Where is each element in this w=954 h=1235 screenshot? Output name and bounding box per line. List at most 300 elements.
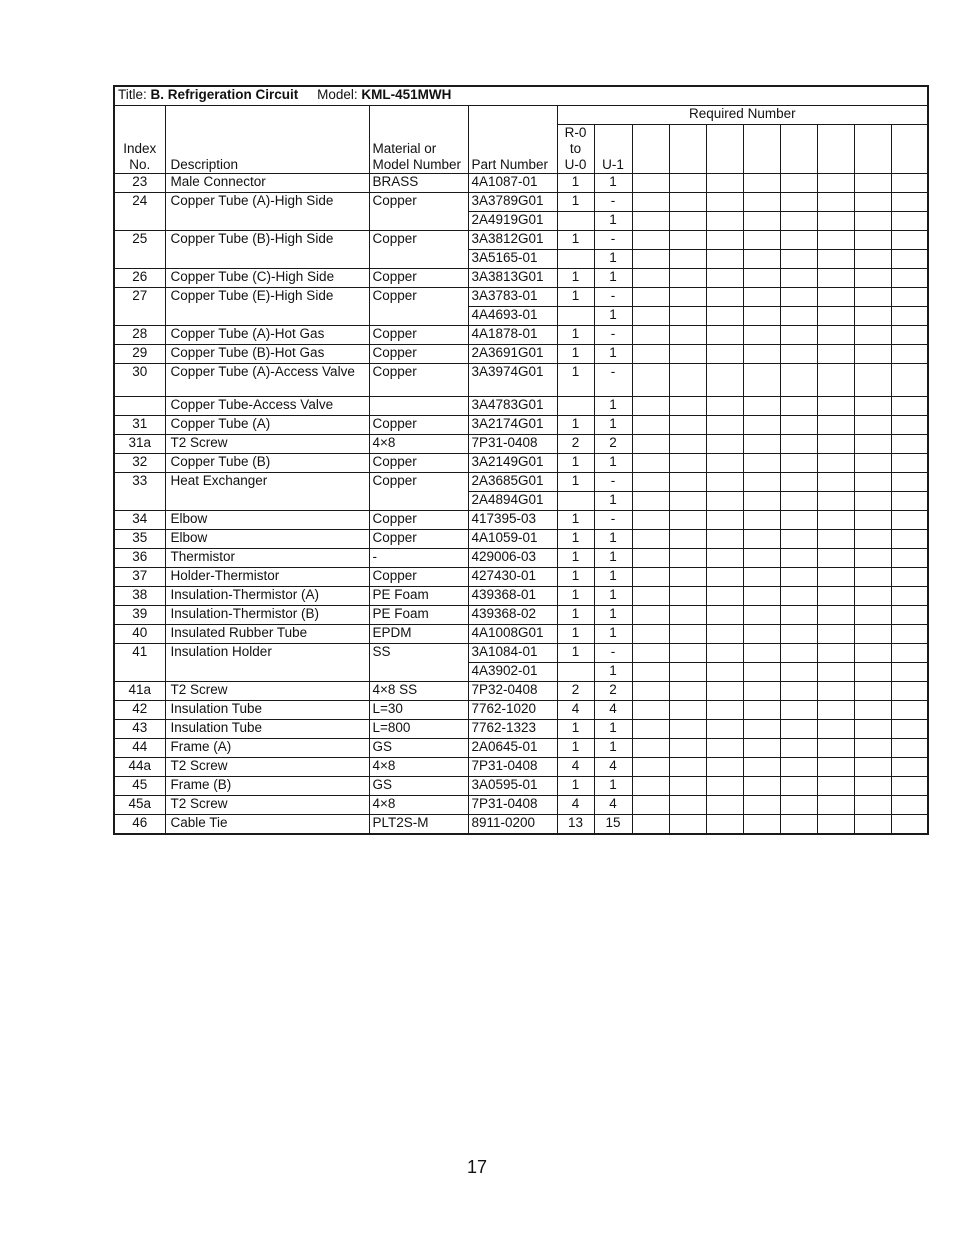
empty-cell	[854, 644, 891, 663]
empty-cell	[817, 174, 854, 193]
part-number-cell: 2A0645-01	[468, 739, 557, 758]
qty-u1-cell: -	[594, 511, 632, 530]
empty-cell	[817, 231, 854, 250]
empty-cell	[854, 364, 891, 397]
empty-cell	[632, 663, 669, 682]
empty-cell	[780, 720, 817, 739]
empty-cell	[743, 492, 780, 511]
empty-cell	[780, 193, 817, 212]
qty-u1-cell: 1	[594, 777, 632, 796]
header-empty	[891, 125, 928, 174]
empty-cell	[780, 326, 817, 345]
qty-r0-u0-cell: 1	[557, 345, 594, 364]
empty-cell	[743, 644, 780, 663]
empty-cell	[669, 568, 706, 587]
description-cell: Frame (A)	[165, 739, 369, 758]
qty-u1-cell: 1	[594, 397, 632, 416]
index-cell: 37	[114, 568, 165, 587]
material-cell: GS	[369, 739, 468, 758]
part-number-cell: 4A1059-01	[468, 530, 557, 549]
empty-cell	[854, 288, 891, 307]
empty-cell	[706, 174, 743, 193]
description-cell: Insulation-Thermistor (B)	[165, 606, 369, 625]
material-cell: Copper	[369, 530, 468, 549]
empty-cell	[817, 397, 854, 416]
empty-cell	[743, 758, 780, 777]
header-empty	[780, 125, 817, 174]
qty-r0-u0-cell: 1	[557, 416, 594, 435]
part-number-cell: 4A1878-01	[468, 326, 557, 345]
empty-cell	[632, 307, 669, 326]
empty-cell	[706, 606, 743, 625]
index-cell: 41a	[114, 682, 165, 701]
index-cell: 41	[114, 644, 165, 682]
table-row	[114, 269, 928, 288]
qty-u1-cell: 1	[594, 307, 632, 326]
description-cell: Copper Tube (C)-High Side	[165, 269, 369, 288]
index-cell: 38	[114, 587, 165, 606]
title-row	[114, 86, 928, 106]
empty-cell	[817, 796, 854, 815]
empty-cell	[891, 720, 928, 739]
empty-cell	[891, 212, 928, 231]
empty-cell	[854, 682, 891, 701]
index-cell: 32	[114, 454, 165, 473]
empty-cell	[706, 435, 743, 454]
empty-cell	[706, 663, 743, 682]
empty-cell	[743, 193, 780, 212]
table-title: Title: B. Refrigeration Circuit Model: KML-451MWH	[114, 86, 928, 106]
qty-u1-cell: -	[594, 473, 632, 492]
qty-u1-cell: 1	[594, 720, 632, 739]
empty-cell	[780, 345, 817, 364]
qty-r0-u0-cell: 1	[557, 511, 594, 530]
empty-cell	[891, 416, 928, 435]
part-number-cell: 3A3812G01	[468, 231, 557, 250]
empty-cell	[743, 701, 780, 720]
index-cell: 40	[114, 625, 165, 644]
material-cell: 4×8 SS	[369, 682, 468, 701]
qty-u1-cell: 1	[594, 568, 632, 587]
index-cell: 35	[114, 530, 165, 549]
description-cell: Holder-Thermistor	[165, 568, 369, 587]
empty-cell	[743, 663, 780, 682]
empty-cell	[669, 212, 706, 231]
index-cell: 42	[114, 701, 165, 720]
empty-cell	[780, 587, 817, 606]
table-row	[114, 473, 928, 492]
empty-cell	[743, 269, 780, 288]
qty-r0-u0-cell: 1	[557, 174, 594, 193]
empty-cell	[780, 530, 817, 549]
header-empty	[854, 125, 891, 174]
empty-cell	[632, 587, 669, 606]
empty-cell	[706, 530, 743, 549]
empty-cell	[632, 530, 669, 549]
empty-cell	[743, 720, 780, 739]
qty-r0-u0-cell: 1	[557, 288, 594, 307]
empty-cell	[891, 231, 928, 250]
empty-cell	[632, 473, 669, 492]
part-number-cell: 439368-01	[468, 587, 557, 606]
empty-cell	[854, 549, 891, 568]
empty-cell	[632, 606, 669, 625]
empty-cell	[891, 345, 928, 364]
table-row	[114, 193, 928, 212]
qty-u1-cell: 4	[594, 758, 632, 777]
material-cell: PE Foam	[369, 606, 468, 625]
empty-cell	[669, 435, 706, 454]
qty-u1-cell: 4	[594, 796, 632, 815]
empty-cell	[891, 663, 928, 682]
empty-cell	[780, 701, 817, 720]
empty-cell	[743, 212, 780, 231]
part-number-cell: 7762-1020	[468, 701, 557, 720]
empty-cell	[632, 250, 669, 269]
empty-cell	[891, 587, 928, 606]
empty-cell	[817, 568, 854, 587]
qty-u1-cell: 1	[594, 345, 632, 364]
empty-cell	[706, 682, 743, 701]
empty-cell	[780, 212, 817, 231]
index-cell: 44	[114, 739, 165, 758]
empty-cell	[780, 796, 817, 815]
empty-cell	[817, 606, 854, 625]
part-number-cell: 3A2149G01	[468, 454, 557, 473]
empty-cell	[743, 549, 780, 568]
part-number-cell: 3A2174G01	[468, 416, 557, 435]
index-cell: 36	[114, 549, 165, 568]
index-cell: 24	[114, 193, 165, 231]
description-cell: Elbow	[165, 530, 369, 549]
empty-cell	[780, 758, 817, 777]
header-empty	[743, 125, 780, 174]
empty-cell	[669, 587, 706, 606]
part-number-cell: 3A3813G01	[468, 269, 557, 288]
material-cell: Copper	[369, 288, 468, 326]
empty-cell	[817, 364, 854, 397]
qty-u1-cell: -	[594, 364, 632, 397]
empty-cell	[891, 435, 928, 454]
empty-cell	[780, 174, 817, 193]
empty-cell	[743, 796, 780, 815]
empty-cell	[669, 231, 706, 250]
empty-cell	[817, 739, 854, 758]
index-cell	[114, 397, 165, 416]
empty-cell	[817, 473, 854, 492]
material-cell: 4×8	[369, 435, 468, 454]
part-number-cell: 2A4894G01	[468, 492, 557, 511]
empty-cell	[706, 492, 743, 511]
material-cell: Copper	[369, 269, 468, 288]
index-cell: 25	[114, 231, 165, 269]
qty-u1-cell: 4	[594, 701, 632, 720]
qty-u1-cell: 2	[594, 435, 632, 454]
qty-u1-cell: -	[594, 231, 632, 250]
empty-cell	[632, 193, 669, 212]
table-row	[114, 796, 928, 815]
empty-cell	[706, 815, 743, 835]
empty-cell	[669, 307, 706, 326]
empty-cell	[669, 193, 706, 212]
material-cell: Copper	[369, 454, 468, 473]
header-part-number: Part Number	[468, 106, 557, 174]
qty-u1-cell: 1	[594, 174, 632, 193]
qty-r0-u0-cell: 1	[557, 473, 594, 492]
empty-cell	[854, 587, 891, 606]
empty-cell	[891, 193, 928, 212]
description-cell: T2 Screw	[165, 682, 369, 701]
material-cell: 4×8	[369, 796, 468, 815]
empty-cell	[669, 530, 706, 549]
material-cell: Copper	[369, 416, 468, 435]
empty-cell	[706, 587, 743, 606]
empty-cell	[817, 663, 854, 682]
description-cell: Copper Tube (B)	[165, 454, 369, 473]
empty-cell	[854, 326, 891, 345]
header-u1: U-1	[594, 125, 632, 174]
empty-cell	[632, 644, 669, 663]
empty-cell	[817, 193, 854, 212]
qty-r0-u0-cell: 1	[557, 454, 594, 473]
empty-cell	[891, 644, 928, 663]
qty-u1-cell: 15	[594, 815, 632, 835]
description-cell: Copper Tube (A)-Access Valve	[165, 364, 369, 397]
empty-cell	[854, 345, 891, 364]
empty-cell	[669, 701, 706, 720]
empty-cell	[632, 682, 669, 701]
table-row	[114, 288, 928, 307]
empty-cell	[743, 364, 780, 397]
qty-r0-u0-cell: 4	[557, 796, 594, 815]
table-row	[114, 701, 928, 720]
qty-r0-u0-cell: 1	[557, 193, 594, 212]
material-cell	[369, 397, 468, 416]
empty-cell	[854, 815, 891, 835]
header-empty	[706, 125, 743, 174]
empty-cell	[743, 397, 780, 416]
description-cell: Copper Tube (A)-Hot Gas	[165, 326, 369, 345]
empty-cell	[743, 473, 780, 492]
qty-r0-u0-cell: 1	[557, 568, 594, 587]
empty-cell	[780, 250, 817, 269]
qty-r0-u0-cell	[557, 663, 594, 682]
table-row	[114, 549, 928, 568]
empty-cell	[780, 307, 817, 326]
header-description: Description	[165, 106, 369, 174]
empty-cell	[706, 473, 743, 492]
empty-cell	[669, 663, 706, 682]
qty-u1-cell: 1	[594, 530, 632, 549]
empty-cell	[669, 364, 706, 397]
empty-cell	[632, 549, 669, 568]
empty-cell	[706, 511, 743, 530]
empty-cell	[632, 492, 669, 511]
part-number-cell: 7762-1323	[468, 720, 557, 739]
page-number: 17	[466, 1157, 488, 1177]
empty-cell	[706, 568, 743, 587]
empty-cell	[780, 288, 817, 307]
qty-u1-cell: 1	[594, 454, 632, 473]
qty-r0-u0-cell	[557, 212, 594, 231]
empty-cell	[743, 326, 780, 345]
empty-cell	[706, 364, 743, 397]
qty-u1-cell: -	[594, 326, 632, 345]
empty-cell	[780, 625, 817, 644]
empty-cell	[891, 682, 928, 701]
description-cell: Copper Tube (E)-High Side	[165, 288, 369, 326]
empty-cell	[632, 625, 669, 644]
empty-cell	[669, 625, 706, 644]
index-cell: 28	[114, 326, 165, 345]
table-row	[114, 720, 928, 739]
index-cell: 31	[114, 416, 165, 435]
material-cell: Copper	[369, 364, 468, 397]
qty-u1-cell: 1	[594, 269, 632, 288]
material-cell: Copper	[369, 193, 468, 231]
empty-cell	[780, 269, 817, 288]
empty-cell	[891, 473, 928, 492]
empty-cell	[891, 777, 928, 796]
table-row	[114, 174, 928, 193]
table-row	[114, 454, 928, 473]
empty-cell	[817, 777, 854, 796]
empty-cell	[817, 454, 854, 473]
empty-cell	[632, 174, 669, 193]
qty-r0-u0-cell: 4	[557, 701, 594, 720]
empty-cell	[743, 307, 780, 326]
description-cell: Male Connector	[165, 174, 369, 193]
empty-cell	[669, 397, 706, 416]
circuit-name: B. Refrigeration Circuit	[150, 87, 299, 102]
header-material: Material or Model Number	[369, 106, 468, 174]
qty-r0-u0-cell: 1	[557, 549, 594, 568]
header-empty	[817, 125, 854, 174]
empty-cell	[891, 606, 928, 625]
empty-cell	[854, 796, 891, 815]
empty-cell	[632, 416, 669, 435]
empty-cell	[817, 511, 854, 530]
empty-cell	[891, 625, 928, 644]
description-cell: Copper Tube (A)	[165, 416, 369, 435]
qty-u1-cell: -	[594, 644, 632, 663]
empty-cell	[854, 625, 891, 644]
empty-cell	[780, 473, 817, 492]
empty-cell	[706, 397, 743, 416]
header-empty	[669, 125, 706, 174]
index-cell: 44a	[114, 758, 165, 777]
empty-cell	[706, 269, 743, 288]
empty-cell	[891, 326, 928, 345]
empty-cell	[891, 796, 928, 815]
empty-cell	[706, 625, 743, 644]
empty-cell	[817, 326, 854, 345]
table-row	[114, 416, 928, 435]
empty-cell	[743, 345, 780, 364]
empty-cell	[669, 644, 706, 663]
qty-r0-u0-cell: 4	[557, 758, 594, 777]
empty-cell	[669, 815, 706, 835]
header-row-1	[114, 106, 928, 125]
empty-cell	[632, 815, 669, 835]
empty-cell	[706, 739, 743, 758]
index-cell: 33	[114, 473, 165, 511]
table-row	[114, 364, 928, 397]
empty-cell	[706, 701, 743, 720]
empty-cell	[854, 739, 891, 758]
empty-cell	[891, 454, 928, 473]
description-cell: T2 Screw	[165, 435, 369, 454]
qty-r0-u0-cell: 1	[557, 530, 594, 549]
empty-cell	[669, 682, 706, 701]
empty-cell	[854, 307, 891, 326]
empty-cell	[632, 231, 669, 250]
empty-cell	[854, 758, 891, 777]
table-row	[114, 777, 928, 796]
description-cell: Copper Tube (B)-High Side	[165, 231, 369, 269]
empty-cell	[854, 511, 891, 530]
empty-cell	[854, 174, 891, 193]
empty-cell	[706, 777, 743, 796]
empty-cell	[669, 739, 706, 758]
empty-cell	[669, 345, 706, 364]
model-number: KML-451MWH	[361, 87, 452, 102]
part-number-cell: 7P31-0408	[468, 435, 557, 454]
index-cell: 34	[114, 511, 165, 530]
empty-cell	[743, 250, 780, 269]
index-cell: 30	[114, 364, 165, 397]
empty-cell	[706, 796, 743, 815]
material-cell: -	[369, 549, 468, 568]
empty-cell	[669, 720, 706, 739]
material-cell: Copper	[369, 511, 468, 530]
empty-cell	[743, 606, 780, 625]
part-number-cell: 417395-03	[468, 511, 557, 530]
table-row	[114, 815, 928, 835]
empty-cell	[669, 174, 706, 193]
index-cell: 39	[114, 606, 165, 625]
index-cell: 23	[114, 174, 165, 193]
empty-cell	[891, 174, 928, 193]
empty-cell	[780, 663, 817, 682]
table-row	[114, 606, 928, 625]
empty-cell	[891, 397, 928, 416]
part-number-cell: 7P32-0408	[468, 682, 557, 701]
qty-r0-u0-cell: 13	[557, 815, 594, 835]
part-number-cell: 3A1084-01	[468, 644, 557, 663]
empty-cell	[632, 364, 669, 397]
empty-cell	[854, 777, 891, 796]
empty-cell	[780, 739, 817, 758]
empty-cell	[669, 269, 706, 288]
empty-cell	[706, 212, 743, 231]
table-row	[114, 587, 928, 606]
material-cell: Copper	[369, 231, 468, 269]
empty-cell	[891, 269, 928, 288]
empty-cell	[632, 212, 669, 231]
qty-r0-u0-cell	[557, 307, 594, 326]
qty-u1-cell: -	[594, 288, 632, 307]
description-cell: Insulation Holder	[165, 644, 369, 682]
description-cell: Insulation-Thermistor (A)	[165, 587, 369, 606]
material-cell: Copper	[369, 345, 468, 364]
empty-cell	[854, 231, 891, 250]
empty-cell	[854, 397, 891, 416]
description-cell: Cable Tie	[165, 815, 369, 835]
empty-cell	[780, 815, 817, 835]
qty-r0-u0-cell: 1	[557, 625, 594, 644]
empty-cell	[817, 587, 854, 606]
